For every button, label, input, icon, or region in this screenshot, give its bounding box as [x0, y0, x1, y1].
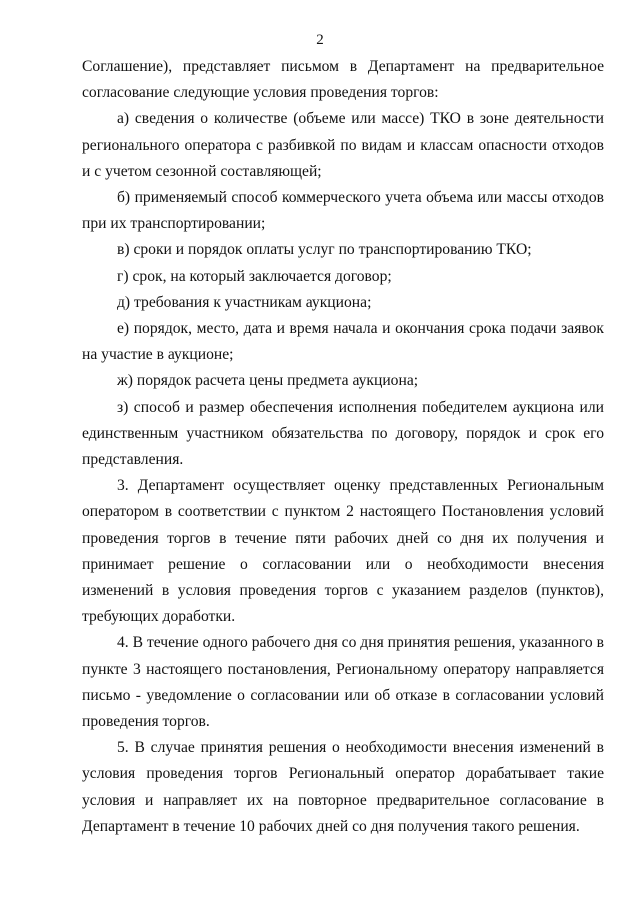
clause-3: 3. Департамент осуществляет оценку представленных Региональным оператором в соответствии с пунктом 2 настоящего Постановления условий проведения торгов в течение пяти рабочих дней со дня их получения и принимает решение о согласовании или о необходимости внесения изменений в условия проведения торгов с указанием разделов (пунктов), требующих доработки.	[82, 477, 604, 626]
list-item-zh: ж) порядок расчета цены предмета аукциона;	[117, 372, 419, 390]
clause-4: 4. В течение одного рабочего дня со дня принятия решения, указанного в пункте 3 настоящего постановления, Региональному оператору направляется письмо - уведомление о согласовании или об отказе в согласовании условий проведения торгов.	[82, 634, 604, 731]
list-item-e: е) порядок, место, дата и время начала и окончания срока подачи заявок на участие в аукционе;	[82, 320, 604, 364]
list-item-a: а) сведения о количестве (объеме или массе) ТКО в зоне деятельности регионального оператора с разбивкой по видам и классам опасности отходов и с учетом сезонной составляющей;	[82, 110, 604, 180]
page-number: 2	[316, 32, 324, 48]
paragraph-continuation: Соглашение), представляет письмом в Департамент на предварительное согласование следующие условия проведения торгов:	[82, 58, 604, 102]
list-item-d: д) требования к участникам аукциона;	[117, 293, 372, 311]
clause-5: 5. В случае принятия решения о необходимости внесения изменений в условия проведения торгов Региональный оператор дорабатывает такие условия и направляет их на повторное предварительное согласование в Департамент в течение 10 рабочих дней со дня получения такого решения.	[82, 739, 604, 835]
list-item-v: в) сроки и порядок оплаты услуг по транспортированию ТКО;	[117, 241, 532, 259]
document-body	[82, 54, 604, 840]
list-item-g: г) срок, на который заключается договор;	[117, 267, 392, 285]
list-item-b: б) применяемый способ коммерческого учета объема или массы отходов при их транспортировании;	[82, 189, 604, 233]
list-item-z: з) способ и размер обеспечения исполнения победителем аукциона или единственным участником обязательства по договору, порядок и срок его представления.	[82, 398, 604, 469]
